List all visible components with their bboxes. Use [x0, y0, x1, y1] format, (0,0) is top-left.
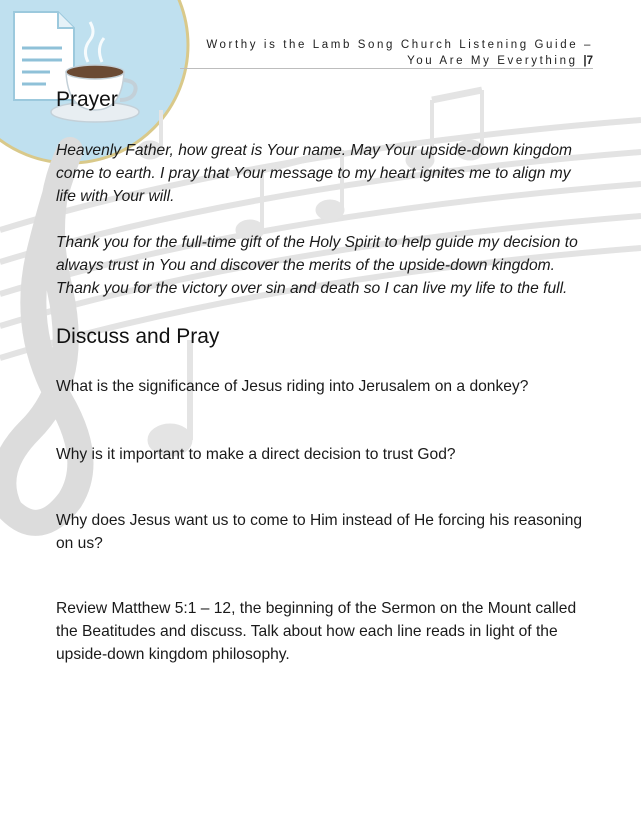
header-title: Worthy is the Lamb Song Church Listening Guide –: [206, 39, 593, 51]
discussion-question: Review Matthew 5:1 – 12, the beginning of the Sermon on the Mount called the Beatitudes and discuss. Talk about how each line reads in light of the upside-down kingdom philosophy.: [56, 600, 577, 663]
header-separator: |: [583, 55, 587, 67]
page-number: 7: [586, 55, 593, 67]
discussion-question: Why is it important to make a direct decision to trust God?: [56, 446, 456, 463]
header-rule: [180, 68, 593, 69]
header-subtitle: You Are My Everything: [407, 55, 578, 67]
page-content: [56, 86, 591, 666]
discuss-section: [56, 323, 591, 666]
prayer-heading: Prayer: [56, 88, 118, 111]
prayer-paragraph: Heavenly Father, how great is Your name. May Your upside-down kingdom come to earth. I pray that Your message to my heart ignites me to align my life with Your will.: [56, 142, 573, 205]
discussion-question: What is the significance of Jesus riding into Jerusalem on a donkey?: [56, 378, 529, 395]
discuss-heading: Discuss and Pray: [56, 325, 220, 348]
discussion-question: Why does Jesus want us to come to Him instead of He forcing his reasoning on us?: [56, 512, 583, 552]
prayer-paragraph: Thank you for the full-time gift of the Holy Spirit to help guide my decision to always trust in You and discover the merits of the upside-down kingdom. Thank you for the victory over sin and death so I can live my life to the full.: [56, 234, 578, 297]
header-subtitle-line: [206, 53, 593, 69]
prayer-section: [56, 86, 591, 300]
page-header: [206, 37, 593, 69]
